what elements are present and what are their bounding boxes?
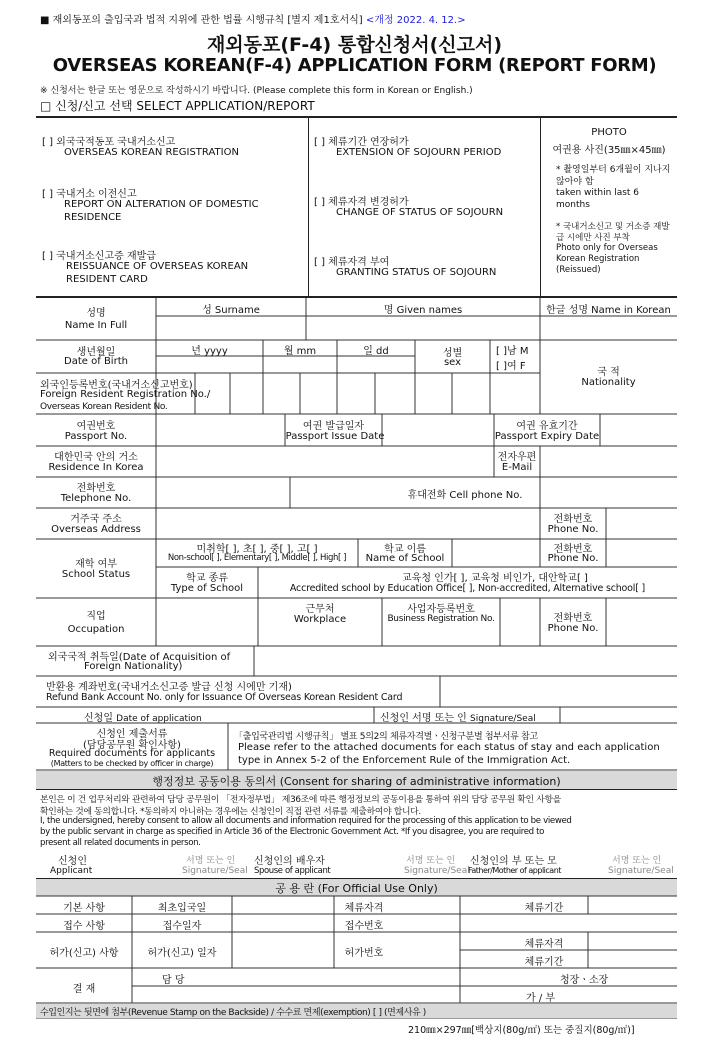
female-checkbox[interactable]: [ ]여 F <box>496 361 526 372</box>
photo-note-1: * 촬영일부터 6개월이 지나지 않아야 함 taken within last 6 months <box>556 165 671 211</box>
consent-applicant-label: 신청인 <box>58 856 87 867</box>
overseas-address-label-en: Overseas Address <box>51 524 141 535</box>
permit-date-label: 허가(신고) 일자 <box>147 948 217 959</box>
title-english: OVERSEAS KOREAN(F-4) APPLICATION FORM (REPORT FORM) <box>52 55 657 76</box>
consent-text-2: 확인하는 것에 동의합니다. *동의하지 아니하는 경우에는 신청인이 직접 관련 서류를 제출하여야 합니다. <box>40 807 421 817</box>
workplace-label-en: Workplace <box>293 614 347 625</box>
passport-label: 여권번호 <box>76 421 116 432</box>
required-docs-label-2: (담당공무원 확인사항) <box>83 740 181 751</box>
accreditation-options[interactable]: 교육청 인가[ ], 교육청 비인가, 대안학교[ ] <box>402 573 588 584</box>
option-reissuance-en2: RESIDENT CARD <box>66 274 148 285</box>
option-change-en: CHANGE OF STATUS OF SOJOURN <box>336 207 504 218</box>
required-docs-label-en: Required documents for applicants <box>48 748 216 759</box>
accreditation-options-en: Accredited school by Education Office[ ], Non-accredited, Alternative school[ ] <box>289 583 646 594</box>
applicant-signature-field-en: Signature/Seal <box>182 866 248 876</box>
registration-no-label: 외국인등록번호(국내거소신고번호) <box>40 380 193 391</box>
basic-info-label: 기본 사항 <box>63 903 105 914</box>
name-label: 성명 <box>86 308 106 319</box>
approval-yes-no[interactable]: 가 / 부 <box>526 993 556 1004</box>
option-extension[interactable]: [ ] 체류기간 연장허가 <box>314 137 409 148</box>
required-docs-reference: 「출입국관리법 시행규칙」 별표 5의2의 체류자격별ㆍ신청구분별 첨부서류 참고 <box>234 732 538 742</box>
parent-signature-field[interactable]: 서명 또는 인 <box>612 856 662 866</box>
registration-no-label-en: Foreign Resident Registration No./ <box>40 389 211 400</box>
refund-account-label: 반환용 계좌번호(국내거소신고증 발급 신청 시에만 기재) <box>46 682 292 693</box>
option-registration[interactable]: [ ] 외국국적동포 국내거소신고 <box>42 137 176 148</box>
telephone-label: 전화번호 <box>76 483 116 494</box>
telephone-label-en: Telephone No. <box>60 493 132 504</box>
passport-label-en: Passport No. <box>64 431 128 442</box>
workplace-label: 근무처 <box>305 604 335 615</box>
required-docs-label-en-2: (Matters to be checked by officer in charge) <box>50 759 214 768</box>
day-label: 일 dd <box>363 346 389 357</box>
applicant-signature-label: 신청인 서명 또는 인 Signature/Seal <box>380 713 536 724</box>
overseas-address-label: 거주국 주소 <box>70 514 122 525</box>
work-phone-label-en: Phone No. <box>547 623 599 634</box>
korean-name-label: 한글 성명 Name in Korean <box>546 305 671 316</box>
spouse-signature-field[interactable]: 서명 또는 인 <box>406 856 456 866</box>
expiry-date-label-en: Passport Expiry Date <box>494 431 600 442</box>
school-levels[interactable]: 미취학[ ], 초[ ], 중[ ], 고[ ] <box>196 544 318 555</box>
acquisition-date-label-2: Foreign Nationality) <box>84 661 183 672</box>
receipt-info-label: 접수 사항 <box>63 921 105 932</box>
work-phone-label: 전화번호 <box>553 613 593 624</box>
revenue-stamp-note: 수입인지는 뒷면에 첨부(Revenue Stamp on the Backside) / 수수료 면제(exemption) [ ] (면제사유 ) <box>40 1008 426 1018</box>
option-extension-en: EXTENSION OF SOJOURN PERIOD <box>336 147 502 158</box>
permit-info-label: 허가(신고) 사항 <box>49 948 119 959</box>
consent-parent-label-en: Father/Mother of applicant <box>468 866 561 875</box>
first-entry-label: 최초입국일 <box>157 903 207 914</box>
consent-text-3: I, the undersigned, hereby consent to allow all documents and information required for the processing of this application to be viewed <box>40 816 572 826</box>
refund-account-label-en: Refund Bank Account No. only for Issuance Of Overseas Korean Resident Card <box>46 692 403 703</box>
issue-date-label-en: Passport Issue Date <box>285 431 385 442</box>
paper-spec: 210㎜×297㎜[백상지(80g/㎡) 또는 중질지(80g/㎡)] <box>408 1025 635 1036</box>
nationality-label-en: Nationality <box>581 377 636 388</box>
name-label-en: Name In Full <box>64 320 128 331</box>
option-alteration-en2: RESIDENCE <box>64 212 122 223</box>
spouse-signature-field-en: Signature/Seal <box>404 866 470 876</box>
photo-title: PHOTO <box>591 127 627 138</box>
revision-date: <개정 2022. 4. 12.> <box>365 15 466 26</box>
photo-note-2: * 국내거소신고 및 거소증 재발급 시에만 사진 부착 Photo only for Overseas Korean Registration (Reissued) <box>556 222 670 275</box>
issue-date-label: 여권 발급일자 <box>302 421 365 432</box>
decision-label: 결 재 <box>72 984 96 995</box>
nationality-label: 국 적 <box>597 367 620 378</box>
permit-status-label: 체류자격 <box>524 939 564 950</box>
consent-spouse-label-en: Spouse of applicant <box>254 866 331 876</box>
dob-label: 생년월일 <box>76 347 116 358</box>
overseas-phone-label: 전화번호 <box>553 514 593 525</box>
occupation-label-en: Occupation <box>67 624 125 635</box>
select-heading: □ 신청/신고 선택 SELECT APPLICATION/REPORT <box>40 99 315 113</box>
option-granting[interactable]: [ ] 체류자격 부여 <box>314 257 390 268</box>
consent-title: 행정정보 공동이용 동의서 (Consent for sharing of administrative information) <box>152 775 561 788</box>
residence-label-en: Residence In Korea <box>48 462 144 473</box>
month-label: 월 mm <box>283 346 317 357</box>
consent-text-1: 본인은 이 건 업무처리와 관련하여 담당 공무원이 「전자정부법」 제36조에 따른 행정정보의 공동이용을 통하여 위의 담당 공무원 확인 사항을 <box>40 795 561 805</box>
rule-text: ■ 재외동포의 출입국과 법적 지위에 관한 법률 시행규칙 [별지 제1호서식] <box>40 15 363 26</box>
option-alteration-en: REPORT ON ALTERATION OF DOMESTIC <box>64 199 259 210</box>
option-alteration[interactable]: [ ] 국내거소 이전신고 <box>42 189 137 200</box>
consent-applicant-label-en: Applicant <box>50 866 93 876</box>
receipt-no-label: 접수번호 <box>344 921 384 932</box>
school-levels-en: Non-school[ ], Elementary[ ], Middle[ ], High[ ] <box>167 553 347 563</box>
year-label: 년 yyyy <box>191 346 228 357</box>
school-status-label-en: School Status <box>61 569 131 580</box>
given-names-label: 명 Given names <box>383 305 463 316</box>
title-korean: 재외동포(F-4) 통합신청서(신고서) <box>206 34 503 56</box>
business-no-label-en: Business Registration No. <box>387 614 495 624</box>
surname-label: 성 Surname <box>202 305 260 316</box>
school-name-label: 학교 이름 <box>384 544 426 555</box>
school-phone-label-en: Phone No. <box>547 553 599 564</box>
option-granting-en: GRANTING STATUS OF SOJOURN <box>336 267 497 278</box>
official-period-label: 체류기간 <box>524 903 564 914</box>
applicant-signature-field[interactable]: 서명 또는 인 <box>186 856 236 866</box>
business-no-label: 사업자등록번호 <box>407 604 475 615</box>
photo-size: 여권용 사진(35㎜×45㎜) <box>552 145 666 156</box>
sex-label: 성별 <box>442 348 463 359</box>
school-phone-label: 전화번호 <box>553 544 593 555</box>
residence-label: 대한민국 안의 거소 <box>54 452 138 463</box>
expiry-date-label: 여권 유효기간 <box>516 421 578 432</box>
permit-no-label: 허가번호 <box>344 948 384 959</box>
option-registration-en: OVERSEAS KOREAN REGISTRATION <box>64 147 239 158</box>
permit-period-label: 체류기간 <box>524 957 564 968</box>
sex-label-en: sex <box>443 357 462 368</box>
required-docs-label: 신청인 제출서류 <box>96 729 168 740</box>
school-type-label: 학교 종류 <box>186 573 228 584</box>
school-type-label-en: Type of School <box>170 583 244 594</box>
cell-phone-label: 휴대전화 Cell phone No. <box>407 490 523 501</box>
consent-parent-label: 신청인의 부 또는 모 <box>470 856 557 867</box>
registration-no-label-en2: Overseas Korean Resident No. <box>40 402 168 412</box>
consent-spouse-label: 신청인의 배우자 <box>254 856 325 867</box>
required-docs-reference-en-2: type in Annex 5-2 of the Enforcement Rule of the Immigration Act. <box>238 755 571 766</box>
language-note: ※ 신청서는 한글 또는 영문으로 작성하시기 바랍니다. (Please complete this form in Korean or English.) <box>40 86 473 96</box>
option-change[interactable]: [ ] 체류자격 변경허가 <box>314 197 409 208</box>
receipt-date-label: 접수일자 <box>162 921 202 932</box>
occupation-label: 직업 <box>86 611 106 622</box>
acquisition-date-label: 외국국적 취득일(Date of Acquisition of <box>48 652 231 663</box>
option-reissuance[interactable]: [ ] 국내거소신고증 재발급 <box>42 251 156 262</box>
overseas-phone-label-en: Phone No. <box>547 524 599 535</box>
male-checkbox[interactable]: [ ]남 M <box>496 346 529 357</box>
school-status-label: 재학 여부 <box>75 559 117 570</box>
application-date-label: 신청일 Date of application <box>84 713 202 724</box>
email-label-en: E-Mail <box>501 462 533 473</box>
chief-label: 청장ㆍ소장 <box>560 975 609 986</box>
email-label: 전자우편 <box>497 452 537 463</box>
official-status-label: 체류자격 <box>344 903 384 914</box>
officer-label: 담 당 <box>162 975 185 986</box>
official-use-title: 공 용 란 (For Official Use Only) <box>275 882 438 895</box>
consent-text-5: present all related documents in person. <box>40 838 201 848</box>
consent-text-4: by the public servant in charge as specified in Article 36 of the Electronic Government Act. *If you disagree, you are required to <box>40 827 545 837</box>
parent-signature-field-en: Signature/Seal <box>608 866 674 876</box>
dob-label-en: Date of Birth <box>64 356 128 367</box>
school-name-label-en: Name of School <box>365 553 445 564</box>
required-docs-reference-en: Please refer to the attached documents for each status of stay and each application <box>238 742 660 753</box>
option-reissuance-en: REISSUANCE OF OVERSEAS KOREAN <box>66 261 249 272</box>
